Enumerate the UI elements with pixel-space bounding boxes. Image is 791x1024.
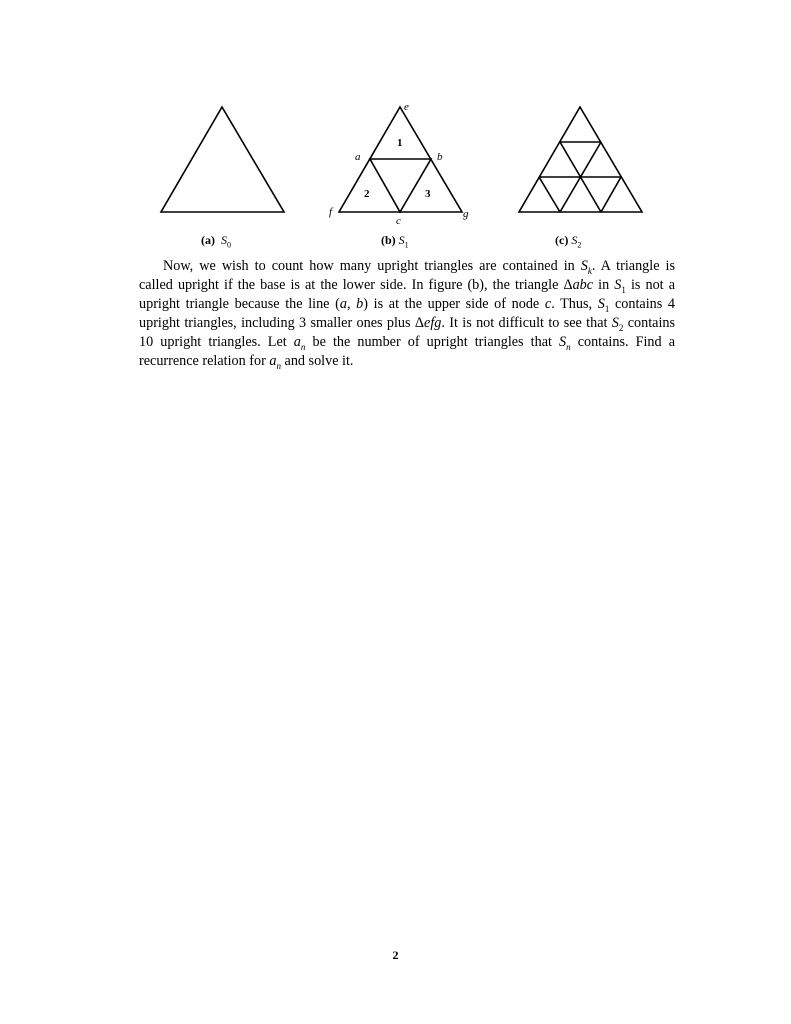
figures-row — [0, 0, 791, 250]
triangle-s0 — [161, 107, 284, 212]
s2-left-diagonal-2 — [539, 177, 560, 212]
triangle-s1-inner — [370, 159, 431, 212]
sub-triangle-number-1: 1 — [397, 137, 403, 149]
triangle-figures — [0, 0, 791, 250]
node-label-g: g — [463, 208, 469, 220]
caption-s1: (b) $S_1$ — [381, 233, 409, 250]
caption-s2: (c) $S_2$ — [555, 233, 582, 250]
node-label-c: c — [396, 215, 401, 227]
node-label-e: e — [404, 101, 409, 113]
problem-paragraph: Now, we wish to count how many upright triangles are contained in $S_k$. A triangle is called upright if the base is at the lower side. In figure (b), the triangle Δabc in $S_1$ is not a upright triangle because the line (a, b) is at the upper side of node c. Thus, $S_1$ contains 4 upright triangles, including 3 smaller ones plus Δefg. It is not difficult to see that $S_2$ contains 10 upright triangles. Let $a_n$ be the number of upright triangles that $S_n$ contains. Find a recurrence relation for $a_n$ and solve it. — [139, 258, 676, 371]
sub-triangle-number-2: 2 — [364, 188, 370, 200]
sub-triangle-number-3: 3 — [425, 188, 431, 200]
caption-s0: (a) $S_0$ — [201, 233, 231, 250]
node-label-f: f — [329, 206, 333, 218]
page-number: 2 — [392, 948, 399, 962]
s2-right-diagonal-2 — [601, 177, 621, 212]
node-label-b: b — [437, 151, 443, 163]
triangle-s2-outer — [519, 107, 642, 212]
node-label-a: a — [355, 151, 361, 163]
